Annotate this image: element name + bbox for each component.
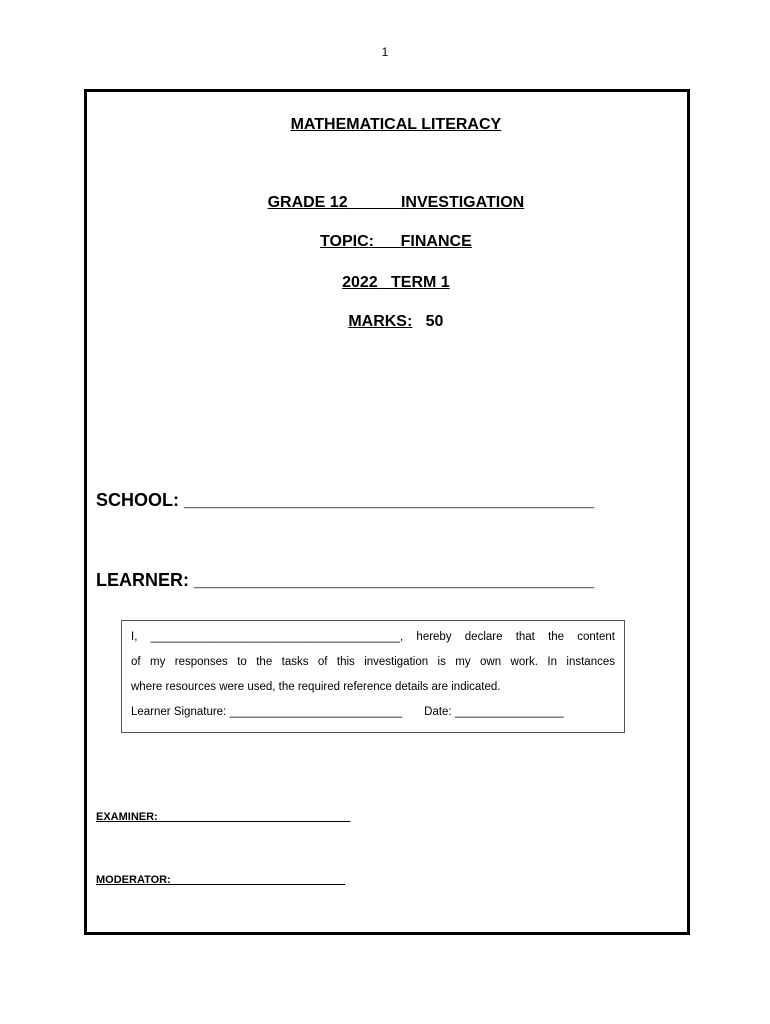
learner-signature-field: Learner Signature: ___________________________ (131, 706, 403, 718)
date-field: Date: _________________ (424, 706, 564, 718)
examiner-field: EXAMINER: _______________________________ (96, 811, 351, 823)
marks-label: MARKS: (348, 313, 413, 330)
declaration-line-2: of my responses to the tasks of this investigation is my own work. In instances (131, 656, 615, 668)
topic-label: TOPIC: (320, 233, 374, 250)
school-field: SCHOOL: _________________________________________ (96, 490, 595, 510)
subject-text: MATHEMATICAL LITERACY (290, 116, 502, 133)
declaration-box (121, 620, 625, 733)
marks-value: 50 (425, 313, 444, 330)
learner-field: LEARNER: ________________________________________ (96, 570, 595, 590)
subject-title (87, 98, 687, 152)
marks-line (87, 295, 687, 349)
declaration-line-1: I, _______________________________________, hereby declare that the content (131, 631, 615, 643)
moderator-field: MODERATOR: ____________________________ (96, 874, 346, 886)
term-text: TERM 1 (391, 274, 450, 291)
year-text: 2022 (342, 274, 378, 291)
cover-frame (84, 89, 690, 935)
declaration-line-3: where resources were used, the required reference details are indicated. (131, 681, 501, 693)
signature-row (131, 700, 615, 725)
task-text: INVESTIGATION (400, 194, 525, 211)
grade-text: GRADE 12 (267, 194, 348, 211)
topic-value: FINANCE (400, 233, 472, 250)
page-number: 1 (381, 45, 389, 59)
